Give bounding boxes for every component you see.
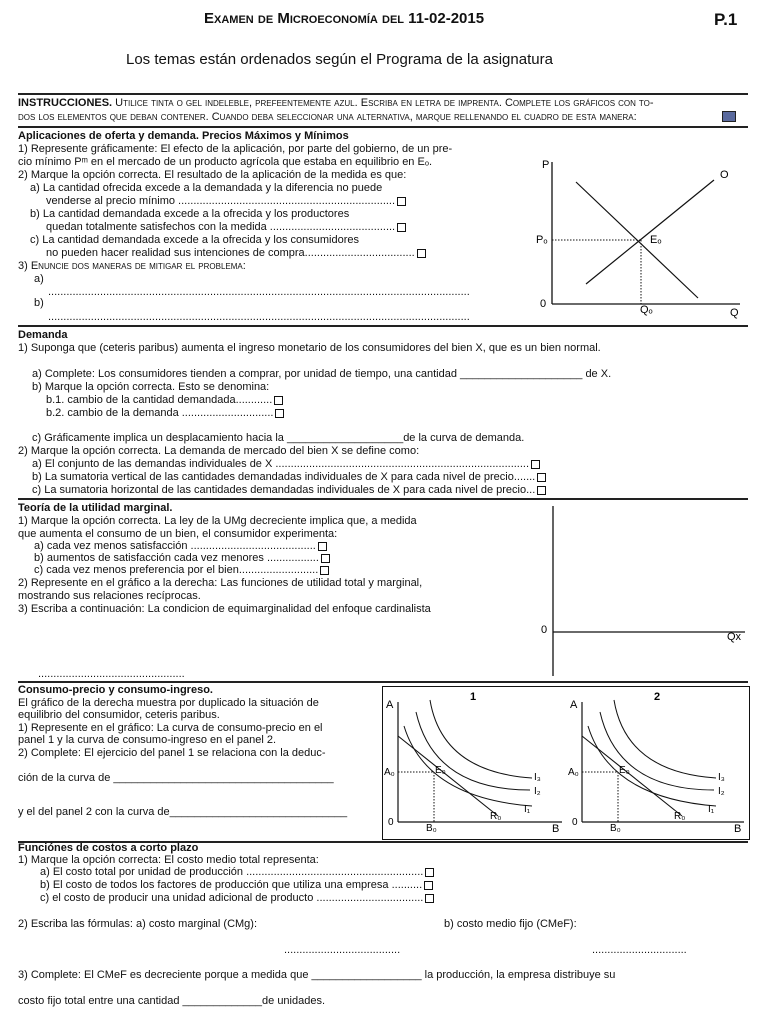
s3-answer[interactable]: ................................................: [38, 668, 185, 680]
exam-title: Examen de Microeconomía del 11-02-2015: [204, 10, 485, 27]
checkbox[interactable]: [537, 473, 546, 482]
s1-opt-b[interactable]: [46, 221, 406, 233]
s2-line-c[interactable]: c) Gráficamente implica un desplacamiento hacia la ___________________de la curva de demanda.: [32, 432, 525, 444]
cmef-formula-answer[interactable]: ...............................: [592, 944, 687, 956]
i2-label: I₂: [534, 786, 541, 797]
s4-line3: 1) Represente en el gráfico: La curva de consumo-precio en el: [18, 722, 323, 734]
zero-label: 0: [540, 298, 547, 310]
b-label: B: [734, 823, 742, 835]
cmg-formula-answer[interactable]: ......................................: [284, 944, 401, 956]
checkbox[interactable]: [397, 223, 406, 232]
s2-opt-2b[interactable]: [32, 471, 546, 483]
s4-line7[interactable]: y el del panel 2 con la curva de_____________________________: [18, 806, 348, 818]
s2-line1: 1) Suponga que (ceteris paribus) aumenta el ingreso monetario de los consumidores del bien X, que es un bien normal.: [18, 342, 601, 354]
s3-opt-a[interactable]: [34, 540, 327, 552]
s3-line2: que aumenta el consumo de un bien, el consumidor experimenta:: [18, 528, 338, 540]
s2-opt-2a[interactable]: [32, 458, 540, 470]
checkbox[interactable]: [537, 486, 546, 495]
s2-line-b: b) Marque la opción correcta. Esto se denomina:: [32, 381, 270, 393]
s1-opt-c[interactable]: [46, 247, 426, 259]
s3-opt-a-label: a) cada vez menos satisfacción .........................................: [34, 540, 316, 552]
b0-label: B₀: [426, 823, 437, 834]
indifference-curve-1: [588, 726, 716, 806]
s2-opt-2c[interactable]: [32, 484, 546, 496]
s4-title: Consumo-precio y consumo-ingreso.: [18, 684, 213, 696]
checkbox[interactable]: [274, 396, 283, 405]
s4-line2: equilibrio del consumidor, ceteris paribus.: [18, 709, 220, 721]
s2-opt-b1[interactable]: [46, 394, 283, 406]
s5-opt-c[interactable]: [40, 892, 434, 904]
s1-title: Aplicaciones de oferta y demanda. Precios Máximos y Mínimos: [18, 130, 349, 142]
s2-title: Demanda: [18, 329, 68, 341]
indifference-curve-1: [404, 726, 532, 806]
s5-opt-b-label: b) El costo de todos los factores de producción que utiliza una empresa ..........: [40, 879, 423, 891]
s1-opt-a1: a) La cantidad ofrecida excede a la demandada y la diferencia no puede: [30, 182, 383, 194]
checkbox[interactable]: [417, 249, 426, 258]
s5-line3[interactable]: 3) Complete: El CMeF es decreciente porque a medida que __________________ la producción, la empresa distribuye su: [18, 969, 616, 981]
s2-opt-2b-label: b) La sumatoria vertical de las cantidades demandadas individuales de X para cada nivel de precio.......: [32, 471, 536, 483]
s3-opt-c-label: c) cada vez menos preferencia por el bien..........................: [34, 564, 319, 576]
supply-demand-graph[interactable]: [530, 150, 750, 322]
s5-line2: 2) Escriba las fórmulas: a) costo marginal (CMg):: [18, 918, 258, 930]
b-label: B: [552, 823, 560, 835]
panel-number: 1: [470, 691, 477, 703]
supply-curve: [586, 180, 714, 284]
s3-line5: 3) Escriba a continuación: La condicion de equimarginalidad del enfoque cardinalista: [18, 603, 431, 615]
i2-label: I₂: [718, 786, 725, 797]
a-label: A: [386, 699, 394, 711]
po-label: Pₒ: [536, 234, 548, 246]
instructions-label: INSTRUCCIONES.: [18, 97, 113, 109]
s5-line2b: b) costo medio fijo (CMeF):: [444, 918, 577, 930]
s1-answer-a[interactable]: ..........................................................................................................................................: [48, 286, 470, 298]
instructions-line2: dos los elementos que deban contener. Cuando deba seleccionar una alternativa, marque rellenando el cuadro de esta manera:: [18, 111, 637, 123]
s2-opt-b2-label: b.2. cambio de la demanda ..............................: [46, 407, 274, 419]
s2-opt-b1-label: b.1. cambio de la cantidad demandada............: [46, 394, 273, 406]
s5-opt-b[interactable]: [40, 879, 433, 891]
qo-label: Qₒ: [640, 304, 653, 316]
checkbox[interactable]: [425, 868, 434, 877]
s3-line4: mostrando sus relaciones recíprocas.: [18, 590, 201, 602]
s5-opt-a[interactable]: [40, 866, 434, 878]
checkbox[interactable]: [531, 460, 540, 469]
b0-label: B₀: [610, 823, 621, 834]
i3-label: I₃: [534, 772, 541, 783]
s3-opt-c[interactable]: [34, 564, 329, 576]
a-label: A: [570, 699, 578, 711]
s3-title: Teoría de la utilidad marginal.: [18, 502, 173, 514]
s5-line1: 1) Marque la opción correcta: El costo medio total representa:: [18, 854, 319, 866]
e0-label: E₀: [435, 765, 446, 776]
s1-line3: 2) Marque la opción correcta. El resultado de la aplicación de la medida es que:: [18, 169, 407, 181]
instructions: [18, 97, 654, 109]
s5-opt-a-label: a) El costo total por unidad de producción ..........................................................: [40, 866, 424, 878]
consumer-panels[interactable]: [382, 686, 748, 838]
p-label: P: [542, 159, 550, 171]
e0-label: E₀: [619, 765, 630, 776]
i3-label: I₃: [718, 772, 725, 783]
checkbox[interactable]: [425, 894, 434, 903]
q-label: Q: [730, 307, 739, 319]
r0-label: R₀: [490, 811, 502, 822]
s1-opt-a[interactable]: [46, 195, 406, 207]
r0-label: R₀: [674, 811, 686, 822]
checkbox[interactable]: [318, 542, 327, 551]
s3-opt-b-label: b) aumentos de satisfacción cada vez menores .................: [34, 552, 319, 564]
s2-line2: 2) Marque la opción correcta. La demanda de mercado del bien X se define como:: [18, 445, 420, 457]
s1-opt-a2: venderse al precio mínimo .......................................................................: [46, 195, 396, 207]
s5-opt-c-label: c) el costo de producir una unidad adicional de producto ...................................: [40, 892, 424, 904]
checkbox[interactable]: [397, 197, 406, 206]
zero-label: 0: [572, 817, 578, 828]
checkbox[interactable]: [275, 409, 284, 418]
instructions-line1: Utilice tinta o gel indeleble, prefeentemente azul. Escriba en letra de imprenta. Complete los gráficos con to-: [112, 97, 654, 109]
filled-box-example: [722, 111, 736, 122]
s1-line2: cio mínimo Pᵐ en el mercado de un producto agrícola que estaba en equilibrio en Eₒ.: [18, 156, 433, 168]
s4-line1: El gráfico de la derecha muestra por duplicado la situación de: [18, 697, 319, 709]
s2-opt-2c-label: c) La sumatoria horizontal de las cantidades demandadas individuales de X para cada nivel de precio...: [32, 484, 536, 496]
s4-line5: 2) Complete: El ejercicio del panel 1 se relaciona con la deduc-: [18, 747, 326, 759]
utility-graph[interactable]: [535, 500, 750, 680]
s5-title: Funciónes de costos a corto plazo: [18, 842, 199, 854]
s1-opt-c1: c) La cantidad demandada excede a la ofrecida y los consumidores: [30, 234, 359, 246]
s1-line4: 3) Enuncie dos maneras de mitigar el problema:: [18, 260, 246, 272]
panel-number: 2: [654, 691, 661, 703]
s1-line1: 1) Represente gráficamente: El efecto de la aplicación, por parte del gobierno, de un pre-: [18, 143, 453, 155]
s1-opt-b2: quedan totalmente satisfechos con la medida .........................................: [46, 221, 396, 233]
page-number: P.1: [714, 10, 738, 29]
a0-label: A₀: [384, 767, 395, 778]
eo-label: Eₒ: [650, 234, 662, 246]
s1-answer-b[interactable]: ..........................................................................................................................................: [48, 311, 470, 323]
indifference-curve-2: [600, 712, 714, 790]
checkbox[interactable]: [321, 554, 330, 563]
s1-item-a: a): [34, 273, 44, 285]
s1-opt-c2: no pueden hacer realidad sus intenciones de compra....................................: [46, 247, 415, 259]
zero-label: 0: [388, 817, 394, 828]
s1-opt-b1: b) La cantidad demandada excede a la ofrecida y los productores: [30, 208, 350, 220]
s5-line4[interactable]: costo fijo total entre una cantidad _____________de unidades.: [18, 995, 326, 1007]
s3-line1: 1) Marque la opción correcta. La ley de la UMg decreciente implica que, a medida: [18, 515, 417, 527]
a0-label: A₀: [568, 767, 579, 778]
i1-label: I₁: [524, 804, 531, 815]
panel-2[interactable]: [568, 691, 744, 835]
i1-label: I₁: [708, 804, 715, 815]
s1-item-b: b): [34, 297, 44, 309]
qx-label: Qx: [727, 631, 742, 643]
s2-opt-2a-label: a) El conjunto de las demandas individuales de X ...................................................................................: [32, 458, 530, 470]
panel-1[interactable]: [384, 691, 562, 835]
checkbox[interactable]: [424, 881, 433, 890]
indifference-curve-2: [416, 712, 530, 790]
s3-opt-b[interactable]: [34, 552, 330, 564]
s4-line4: panel 1 y la curva de consumo-ingreso en el panel 2.: [18, 734, 277, 746]
page-subtitle: Los temas están ordenados según el Programa de la asignatura: [126, 51, 553, 68]
s2-opt-b2[interactable]: [46, 407, 284, 419]
s4-line6[interactable]: ción de la curva de ____________________________________: [18, 772, 334, 784]
s3-line3: 2) Represente en el gráfico a la derecha: Las funciones de utilidad total y marginal,: [18, 577, 423, 589]
s2-line-a[interactable]: a) Complete: Los consumidores tienden a comprar, por unidad de tiempo, una cantidad ____________________ de X.: [32, 368, 612, 380]
o-label: O: [720, 169, 729, 181]
zero-label: 0: [541, 624, 548, 636]
checkbox[interactable]: [320, 566, 329, 575]
